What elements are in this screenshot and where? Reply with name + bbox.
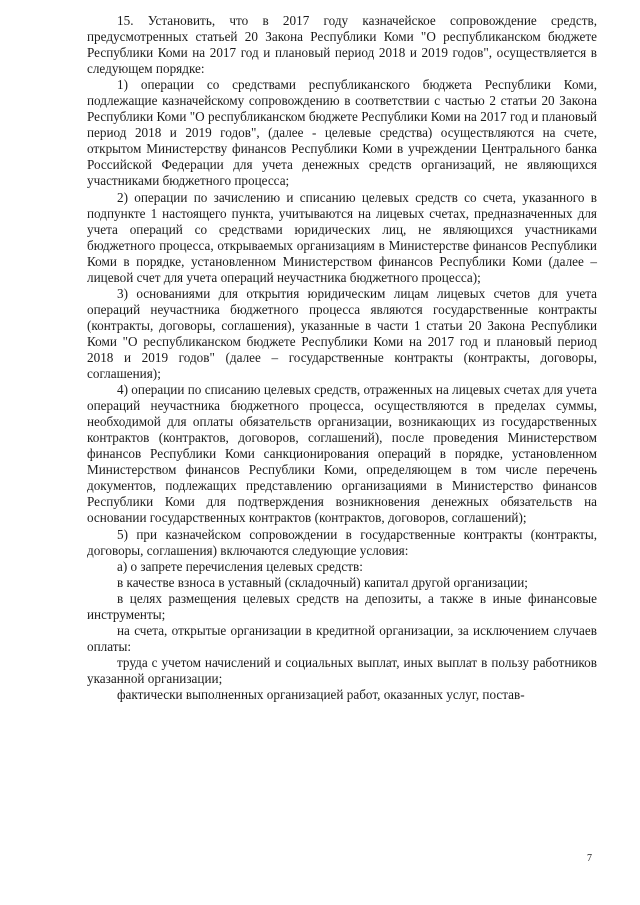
paragraph-charter-capital: в качестве взноса в уставный (складочный) капитал другой организации;: [117, 574, 528, 590]
paragraph-works-services: фактически выполненных организацией работ, оказанных услуг, постав-: [117, 686, 525, 702]
paragraph-subitem-5: 5) при казначейском сопровождении в государственные контракты (контракты, договоры, соглашения) включаются следующие условия:: [87, 526, 597, 558]
paragraph-subitem-1: 1) операции со средствами республиканского бюджета Республики Коми, подлежащие казначейскому сопровождению в соответствии с частью 2 статьи 20 Закона Республики Коми "О республиканском бюджете Республики Коми на 2017 год и плановый период 2018 и 2019 годов", (далее - целевые средства) осуществляются на счете, открытом Министерству финансов Республики Коми в учреждении Центрального банка Российской Федерации для учета денежных средств организаций, не являющихся участниками бюджетного процесса;: [87, 77, 597, 189]
page-number: 7: [587, 853, 592, 864]
paragraph-subitem-4: 4) операции по списанию целевых средств, отраженных на лицевых счетах для учета операций неучастника бюджетного процесса, осуществляются в пределах суммы, необходимой для оплаты обязательств организации, возникающих из государственных контрактов (контрактов, договоров, соглашений), после проведения Министерством финансов Республики Коми санкционирования операций в порядке, установленном Министерством финансов Республики Коми, определяющем в том числе перечень документов, подлежащих представлению организациями в Министерство финансов Республики Коми для подтверждения возникновения денежных обязательств на основании государственных контрактов (контрактов, договоров, соглашений);: [87, 382, 597, 526]
paragraph-subitem-2: 2) операции по зачислению и списанию целевых средств со счета, указанного в подпункте 1 настоящего пункта, учитываются на лицевых счетах, предназначенных для учета операций со средствами юридических лиц, не являющихся участниками бюджетного процесса, открываемых организациям в Министерстве финансов Республики Коми в порядке, установленном Министерством финансов Республики Коми (далее – лицевой счет для учета операций неучастника бюджетного процесса);: [87, 189, 597, 285]
paragraph-deposits: в целях размещения целевых средств на депозиты, а также в иные финансовые инструменты;: [87, 590, 597, 622]
paragraph-subitem-3: 3) основаниями для открытия юридическим лицам лицевых счетов для учета операций неучастника бюджетного процесса являются государственные контракты (контракты, договоры, соглашения), указанные в части 1 статьи 20 Закона Республики Коми "О республиканском бюджете Республики Коми на 2017 год и плановый период 2018 и 2019 годов" (далее – государственные контракты (контракты, договоры, соглашения);: [87, 285, 597, 382]
paragraph-credit-accounts: на счета, открытые организации в кредитной организации, за исключением случаев оплаты:: [87, 622, 597, 654]
paragraph-15-intro: 15. Установить, что в 2017 году казначейское сопровождение средств, предусмотренных статьей 20 Закона Республики Коми "О республиканском бюджете Республики Коми на 2017 год и плановый период 2018 и 2019 годов", осуществляется в следующем порядке:: [87, 13, 597, 77]
paragraph-condition-a: а) о запрете перечисления целевых средств:: [117, 558, 363, 574]
document-body: [87, 13, 597, 703]
paragraph-labor: труда с учетом начислений и социальных выплат, иных выплат в пользу работников указанной организации;: [87, 654, 597, 686]
